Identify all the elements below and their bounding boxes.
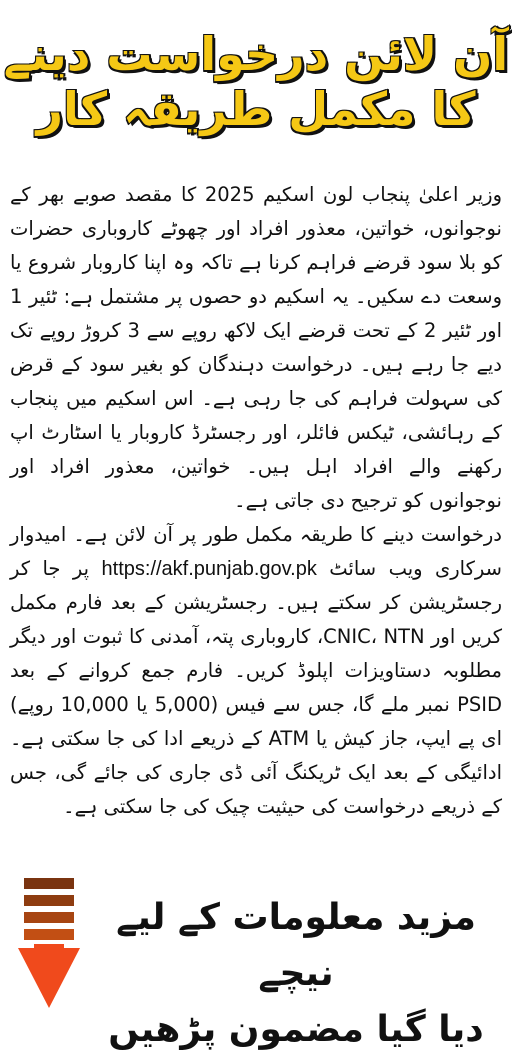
down-arrow-icon [18, 878, 80, 1018]
title-line-2: کا مکمل طریقہ کار [36, 81, 476, 136]
website-link[interactable]: https://akf.punjab.gov.pk [101, 558, 317, 580]
paragraph-2-intro: درخواست دینے کا طریقہ مکمل طور پر آن لائن ہے۔ امیدوار سرکاری ویب سائٹ [10, 523, 502, 580]
arrow-bar [24, 929, 74, 940]
body-text [10, 178, 502, 824]
arrow-head [18, 948, 80, 1008]
arrow-bar [24, 912, 74, 923]
title-block [0, 28, 512, 136]
paragraph-2 [10, 518, 502, 824]
paragraph-1: وزیر اعلیٰ پنجاب لون اسکیم 2025 کا مقصد صوبے بھر کے نوجوانوں، خواتین، معذور افراد اور چھوٹے کاروباری حضرات کو بلا سود قرضے فراہم کرنا ہے تاکہ وہ اپنا کاروبار شروع یا وسعت دے سکیں۔ یہ اسکیم دو حصوں پر مشتمل ہے: ٹئیر 1 اور ٹئیر 2 کے تحت قرضے ایک لاکھ روپے سے 3 کروڑ روپے تک دیے جا رہے ہیں۔ درخواست دہندگان کو بغیر سود کے قرض کی سہولت فراہم کی جا رہی ہے۔ اس اسکیم میں پنجاب کے رہائشی، ٹیکس فائلر، اور رجسٹرڈ کاروبار یا اسٹارٹ اپ رکھنے والے افراد اہل ہیں۔ خواتین، معذور افراد اور نوجوانوں کو ترجیح دی جاتی ہے۔ [10, 183, 502, 512]
footer-text [90, 890, 502, 1058]
footer-line-1: مزید معلومات کے لیے نیچے [116, 897, 476, 994]
title-line-1: آن لائن درخواست دینے [3, 27, 509, 81]
paragraph-2-rest: پر جا کر رجسٹریشن کر سکتے ہیں۔ رجسٹریشن کے بعد فارم مکمل کریں اور CNIC، NTN، کاروباری پتہ، آمدنی کا ثبوت اور دیگر مطلوبہ دستاویزات اپلوڈ کریں۔ فارم جمع کروانے کے بعد PSID نمبر ملے گا، جس سے فیس (5,000 یا 10,000 روپے) ای پے ایپ، جاز کیش یا ATM کے ذریعے ادا کی جا سکتی ہے۔ ادائیگی کے بعد ایک ٹریکنگ آئی ڈی جاری کی جائے گی، جس کے ذریعے درخواست کی حیثیت چیک کی جا سکتی ہے۔ [10, 557, 502, 818]
footer [0, 878, 512, 1050]
footer-line-2: دیا گیا مضمون پڑھیں [108, 1009, 484, 1050]
arrow-bar [24, 878, 74, 889]
arrow-bar [24, 895, 74, 906]
